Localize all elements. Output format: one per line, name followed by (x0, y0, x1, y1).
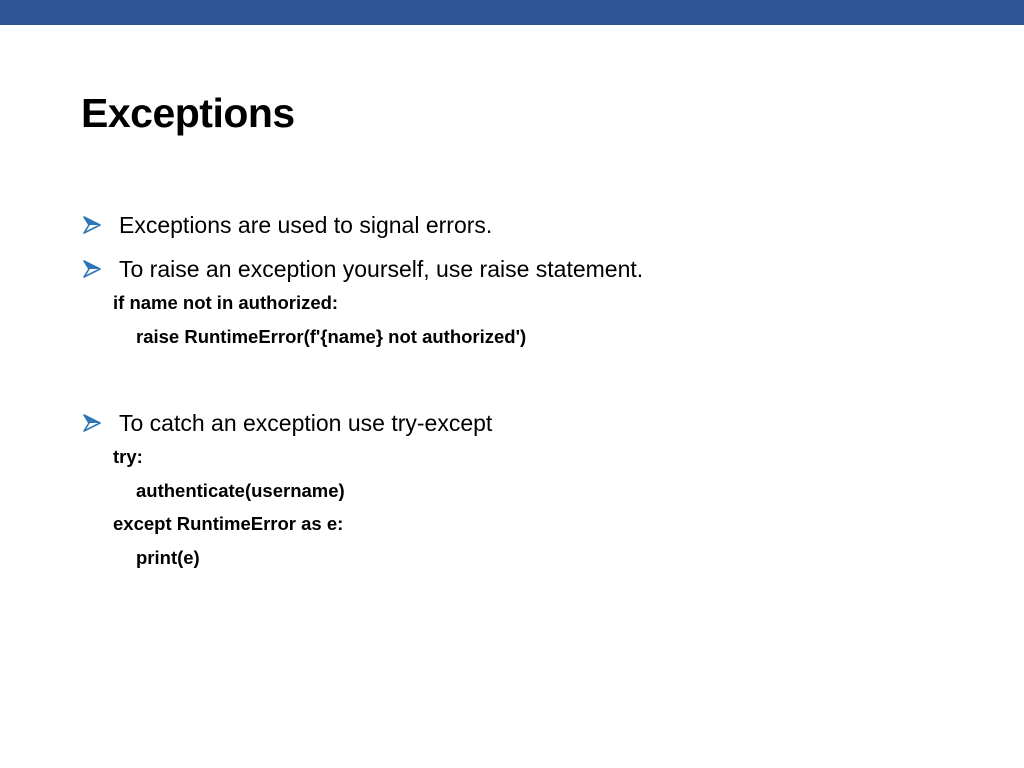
slide-title: Exceptions (81, 90, 295, 136)
code-line: if name not in authorized: (113, 292, 339, 313)
arrowhead-bullet-icon (83, 260, 101, 278)
code-line: print(e) (136, 547, 200, 568)
code-line: except RuntimeError as e: (113, 513, 344, 534)
bullet-text: To raise an exception yourself, use raise statement. (119, 256, 644, 282)
code-line: authenticate(username) (136, 480, 345, 501)
arrowhead-bullet-icon (83, 216, 101, 234)
arrowhead-bullet-icon (83, 414, 101, 432)
bullet-item (83, 210, 492, 240)
code-line: try: (113, 446, 143, 467)
bullet-text: To catch an exception use try-except (119, 410, 493, 436)
code-line: raise RuntimeError(f'{name} not authorized') (136, 326, 527, 347)
bullet-item (83, 254, 643, 284)
top-accent-bar (0, 0, 1024, 25)
bullet-text: Exceptions are used to signal errors. (119, 212, 493, 238)
bullet-item (83, 408, 492, 438)
